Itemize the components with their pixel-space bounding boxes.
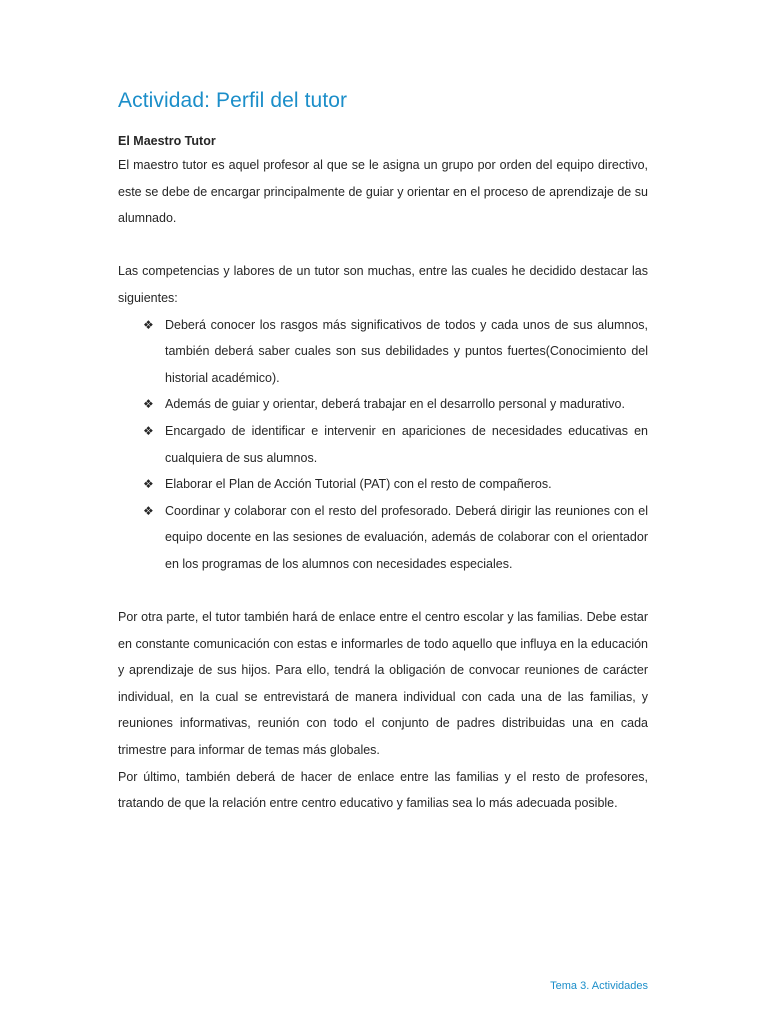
document-body — [118, 86, 648, 817]
section-heading: El Maestro Tutor — [118, 134, 216, 148]
list-item — [118, 498, 648, 578]
diamond-bullet-icon: ❖ — [143, 423, 154, 438]
list-item-text: Coordinar y colaborar con el resto del profesorado. Deberá dirigir las reuniones con el equipo docente en las sesiones de evaluación, además de colaborar con el orientador en los programas de los alumnos con necesidades especiales. — [165, 503, 648, 571]
list-item-text: Además de guiar y orientar, deberá trabajar en el desarrollo personal y madurativo. — [165, 397, 625, 412]
list-item — [118, 312, 648, 392]
list-item-text: Encargado de identificar e intervenir en apariciones de necesidades educativas en cualquiera de sus alumnos. — [165, 423, 648, 465]
diamond-bullet-icon: ❖ — [143, 477, 154, 492]
competencias-paragraph: Las competencias y labores de un tutor son muchas, entre las cuales he decidido destacar las siguientes: — [118, 264, 648, 305]
ultimo-paragraph: Por último, también deberá de hacer de enlace entre las familias y el resto de profesores, tratando de que la relación entre centro educativo y familias sea lo más adecuada posible. — [118, 769, 648, 811]
page-title: Actividad: Perfil del tutor — [118, 89, 348, 112]
diamond-bullet-icon: ❖ — [143, 317, 154, 332]
list-item — [118, 391, 648, 418]
diamond-bullet-icon: ❖ — [143, 397, 154, 412]
intro-paragraph: El maestro tutor es aquel profesor al que se le asigna un grupo por orden del equipo directivo, este se debe de encargar principalmente de guiar y orientar en el proceso de aprendizaje de su alumnado. — [118, 158, 648, 226]
otra-parte-paragraph: Por otra parte, el tutor también hará de enlace entre el centro escolar y las familias. Debe estar en constante comunicación con estas e informarles de todo aquello que influya en la educación y aprendizaje de sus hijos. Para ello, tendrá la obligación de convocar reuniones de carácter individual, en la cual se entrevistará de manera individual con cada una de las familias, y reuniones informativas, reunión con todo el conjunto de padres distribuidas una en cada trimestre para informar de temas más globales. — [118, 610, 648, 758]
page-footer: Tema 3. Actividades — [550, 980, 648, 992]
competencias-list — [118, 312, 648, 578]
list-item — [118, 471, 648, 498]
list-item — [118, 418, 648, 471]
list-item-text: Deberá conocer los rasgos más significativos de todos y cada unos de sus alumnos, también deberá saber cuales son sus debilidades y puntos fuertes(Conocimiento del historial académico). — [165, 317, 648, 385]
list-item-text: Elaborar el Plan de Acción Tutorial (PAT) con el resto de compañeros. — [165, 477, 552, 492]
diamond-bullet-icon: ❖ — [143, 503, 154, 518]
